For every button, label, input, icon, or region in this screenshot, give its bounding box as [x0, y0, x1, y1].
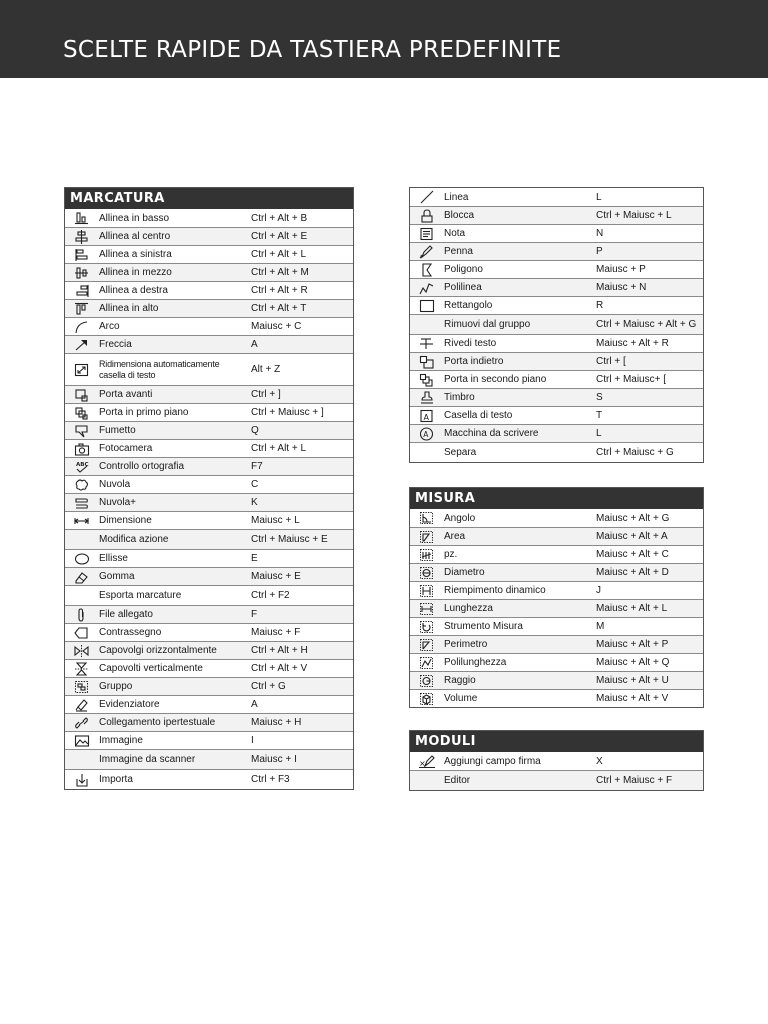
- shortcut-label: Separa: [444, 447, 477, 458]
- table-row: [65, 209, 353, 227]
- shortcut-label: Modifica azione: [99, 534, 169, 545]
- align-bottom-icon: [65, 209, 99, 227]
- table-row: [65, 769, 353, 789]
- shortcut-label: Immagine da scanner: [99, 754, 196, 765]
- send-backward-icon: [410, 353, 444, 370]
- table-row: [65, 421, 353, 439]
- stamp-icon: [410, 389, 444, 406]
- icon-cell: [65, 750, 99, 769]
- table-row: [65, 457, 353, 475]
- table-row: [65, 641, 353, 659]
- icon-cell: [65, 530, 99, 549]
- shortcut-label: Riempimento dinamico: [444, 585, 546, 596]
- radius-icon: [410, 672, 444, 689]
- typewriter-icon: [410, 425, 444, 442]
- count-icon: [410, 546, 444, 563]
- autosize-textbox-icon: [65, 354, 99, 385]
- shortcut-label: Porta avanti: [99, 389, 153, 400]
- note-icon: [410, 225, 444, 242]
- shortcut-key: Ctrl + Alt + E: [251, 231, 308, 242]
- shortcut-label: Casella di testo: [444, 410, 513, 421]
- area-icon: [410, 528, 444, 545]
- shortcut-key: Maiusc + H: [251, 717, 302, 728]
- hyperlink-icon: [65, 714, 99, 731]
- flag-icon: [65, 624, 99, 641]
- header-banner: [0, 0, 768, 78]
- marcatura-table: [64, 187, 354, 790]
- table-row: [410, 388, 703, 406]
- table-row: [410, 260, 703, 278]
- shortcut-label: Polilunghezza: [444, 657, 507, 668]
- shortcut-key: Ctrl + Alt + H: [251, 645, 308, 656]
- shortcut-key: Maiusc + L: [251, 515, 300, 526]
- shortcut-label: Allinea al centro: [99, 231, 171, 242]
- shortcut-key: Maiusc + P: [596, 264, 646, 275]
- arrow-icon: [65, 336, 99, 353]
- table-row: [65, 317, 353, 335]
- shortcut-key: F: [251, 609, 258, 620]
- shortcut-label: Porta in secondo piano: [444, 374, 547, 385]
- table-row: [65, 695, 353, 713]
- shortcut-label: Allinea in mezzo: [99, 267, 172, 278]
- marcatura-header: MARCATURA: [65, 188, 353, 209]
- table-row: [65, 299, 353, 317]
- shortcut-label: Contrassegno: [99, 627, 162, 638]
- table-row: [410, 671, 703, 689]
- table-row: [65, 227, 353, 245]
- shortcut-label: Polilinea: [444, 282, 482, 293]
- table-row: [65, 529, 353, 549]
- diameter-icon: [410, 564, 444, 581]
- shortcut-label: Blocca: [444, 210, 475, 221]
- shortcut-label: Poligono: [444, 264, 483, 275]
- polylength-icon: [410, 654, 444, 671]
- shortcut-key: A: [251, 699, 258, 710]
- icon-cell: [410, 443, 444, 462]
- shortcut-label: Ellisse: [99, 553, 128, 564]
- icon-cell: [65, 586, 99, 605]
- table-row: [65, 659, 353, 677]
- shortcut-label: Nota: [444, 228, 466, 239]
- svg-text:A: A: [423, 429, 429, 439]
- shortcut-key: Ctrl + Maiusc + L: [596, 210, 672, 221]
- align-right-icon: [65, 282, 99, 299]
- shortcut-label: Capovolti verticalmente: [99, 663, 203, 674]
- cloud-icon: [65, 476, 99, 493]
- shortcut-label: Allinea in alto: [99, 303, 159, 314]
- shortcut-key: Maiusc + I: [251, 754, 297, 765]
- table-row: [410, 224, 703, 242]
- shortcut-label: Diametro: [444, 567, 485, 578]
- align-top-icon: [65, 300, 99, 317]
- shortcut-key: Maiusc + Alt + L: [596, 603, 668, 614]
- shortcut-key: N: [596, 228, 604, 239]
- dimension-icon: [65, 512, 99, 529]
- table-row: [65, 549, 353, 567]
- shortcut-key: T: [596, 410, 603, 421]
- table-row: [410, 278, 703, 296]
- shortcut-label: Editor: [444, 775, 471, 786]
- shortcut-key: Ctrl + Alt + B: [251, 212, 308, 224]
- table-row: [65, 403, 353, 421]
- volume-icon: [410, 690, 444, 707]
- dynamic-fill-icon: [410, 582, 444, 599]
- angle-icon: [410, 509, 444, 527]
- shortcut-key: L: [596, 428, 602, 439]
- shortcut-label: Rivedi testo: [444, 338, 497, 349]
- shortcut-label: Collegamento ipertestuale: [99, 717, 216, 728]
- shortcut-key: Maiusc + Alt + A: [596, 531, 668, 542]
- shortcut-key: Ctrl + Alt + M: [251, 267, 309, 278]
- shortcut-label: Area: [444, 531, 466, 542]
- shortcut-label: Nuvola: [99, 479, 131, 490]
- send-to-back-icon: [410, 371, 444, 388]
- icon-cell: [410, 315, 444, 334]
- polygon-icon: [410, 261, 444, 278]
- image-icon: [65, 732, 99, 749]
- shortcut-label: Immagine: [99, 735, 143, 746]
- shortcut-key: Ctrl + F2: [251, 590, 290, 601]
- shortcut-key: M: [596, 621, 605, 632]
- shortcut-key: C: [251, 479, 259, 490]
- table-row: [410, 188, 703, 206]
- shortcut-label: Rettangolo: [444, 300, 493, 311]
- misura-header: MISURA: [410, 488, 703, 509]
- shortcut-key: Maiusc + E: [251, 571, 301, 582]
- bring-forward-icon: [65, 386, 99, 403]
- shortcut-key: I: [251, 735, 254, 746]
- shortcut-key: Maiusc + Alt + D: [596, 567, 669, 578]
- shortcut-label: Capovolgi orizzontalmente: [99, 645, 217, 656]
- shortcut-key: K: [251, 497, 258, 508]
- shortcut-label: Porta in primo piano: [99, 407, 189, 418]
- table-row: [410, 314, 703, 334]
- shortcut-key: X: [596, 755, 603, 767]
- shortcut-key: Alt + Z: [251, 364, 281, 375]
- shortcut-key: E: [251, 553, 258, 564]
- table-row: [65, 713, 353, 731]
- shortcut-key: Maiusc + C: [251, 321, 302, 332]
- table-row: [410, 752, 703, 770]
- shortcut-key: Maiusc + Alt + R: [596, 338, 669, 349]
- flip-vertical-icon: [65, 660, 99, 677]
- shortcut-label: Gomma: [99, 571, 135, 582]
- shortcut-label: Macchina da scrivere: [444, 428, 539, 439]
- table-row: [410, 635, 703, 653]
- table-row: [410, 334, 703, 352]
- shortcut-label: Fumetto: [99, 425, 136, 436]
- table-row: [410, 424, 703, 442]
- cloud-plus-icon: [65, 494, 99, 511]
- shortcut-key: Ctrl + Alt + L: [251, 443, 307, 454]
- shortcut-label: Aggiungi campo firma: [444, 755, 541, 767]
- shortcut-key: Ctrl + Alt + T: [251, 303, 307, 314]
- shortcut-key: S: [596, 392, 603, 403]
- shortcut-label: Freccia: [99, 339, 132, 350]
- shortcut-label: Volume: [444, 693, 478, 704]
- tools-table: [409, 187, 704, 463]
- table-row: [410, 206, 703, 224]
- line-icon: [410, 188, 444, 206]
- table-row: [410, 599, 703, 617]
- spell-check-icon: [65, 458, 99, 475]
- align-center-icon: [65, 228, 99, 245]
- shortcut-label: Controllo ortografia: [99, 461, 185, 472]
- shortcut-key: Maiusc + Alt + V: [596, 693, 669, 704]
- table-row: [410, 563, 703, 581]
- shortcut-label: Esporta marcature: [99, 590, 182, 601]
- align-left-icon: [65, 246, 99, 263]
- revise-text-icon: [410, 335, 444, 352]
- shortcut-label: Allinea in basso: [99, 212, 170, 224]
- shortcut-label: Fotocamera: [99, 443, 153, 454]
- shortcut-label: Porta indietro: [444, 356, 504, 367]
- import-icon: [65, 770, 99, 789]
- table-row: [65, 439, 353, 457]
- shortcut-key: Ctrl + G: [251, 681, 286, 692]
- shortcut-label: Arco: [99, 321, 120, 332]
- table-row: [65, 385, 353, 403]
- table-row: [65, 475, 353, 493]
- svg-text:ABC: ABC: [76, 461, 89, 468]
- shortcut-key: Ctrl + Maiusc+ [: [596, 374, 667, 385]
- misura-table: [409, 487, 704, 708]
- shortcut-key: Maiusc + Alt + Q: [596, 657, 670, 668]
- table-row: [410, 581, 703, 599]
- table-row: [65, 511, 353, 529]
- measure-tool-icon: [410, 618, 444, 635]
- shortcut-key: Ctrl + [: [596, 356, 626, 367]
- shortcut-label: Linea: [444, 191, 469, 203]
- highlighter-icon: [65, 696, 99, 713]
- shortcut-label: File allegato: [99, 609, 153, 620]
- table-row: [410, 545, 703, 563]
- shortcut-key: Ctrl + Alt + V: [251, 663, 308, 674]
- shortcut-key: Ctrl + ]: [251, 389, 281, 400]
- shortcut-key: Maiusc + Alt + G: [596, 512, 670, 524]
- shortcut-key: Ctrl + Alt + L: [251, 249, 307, 260]
- shortcut-key: J: [596, 585, 601, 596]
- table-row: [65, 677, 353, 695]
- shortcut-key: Maiusc + F: [251, 627, 301, 638]
- bring-to-front-icon: [65, 404, 99, 421]
- pen-icon: [410, 243, 444, 260]
- shortcut-key: Maiusc + Alt + P: [596, 639, 669, 650]
- table-row: [65, 353, 353, 385]
- shortcut-label: Raggio: [444, 675, 476, 686]
- shortcut-label: Strumento Misura: [444, 621, 523, 632]
- text-box-icon: [410, 407, 444, 424]
- paperclip-icon: [65, 606, 99, 623]
- callout-icon: [65, 422, 99, 439]
- table-row: [410, 509, 703, 527]
- table-row: [410, 653, 703, 671]
- arc-icon: [65, 318, 99, 335]
- table-row: [410, 406, 703, 424]
- shortcut-label: Angolo: [444, 512, 476, 524]
- table-row: [65, 245, 353, 263]
- shortcut-key: Q: [251, 425, 259, 436]
- flip-horizontal-icon: [65, 642, 99, 659]
- table-row: [410, 296, 703, 314]
- shortcut-key: Maiusc + Alt + C: [596, 549, 669, 560]
- icon-cell: [410, 771, 444, 790]
- table-row: [65, 623, 353, 641]
- table-row: [410, 370, 703, 388]
- shortcut-key: Ctrl + Maiusc + F: [596, 775, 673, 786]
- shortcut-key: L: [596, 191, 602, 203]
- shortcut-label: Timbro: [444, 392, 475, 403]
- polyline-icon: [410, 279, 444, 296]
- shortcut-label: pz.: [444, 549, 458, 560]
- shortcut-label: Penna: [444, 246, 473, 257]
- table-row: [410, 617, 703, 635]
- table-row: [410, 770, 703, 790]
- page-title: SCELTE RAPIDE DA TASTIERA PREDEFINITE: [63, 37, 562, 63]
- shortcut-key: Maiusc + Alt + U: [596, 675, 669, 686]
- moduli-header: MODULI: [410, 731, 703, 752]
- shortcut-key: Ctrl + Maiusc + G: [596, 447, 674, 458]
- rectangle-icon: [410, 297, 444, 314]
- shortcut-key: A: [251, 339, 258, 350]
- shortcut-key: F7: [251, 461, 263, 472]
- shortcut-key: R: [596, 300, 604, 311]
- shortcut-key: Ctrl + Alt + R: [251, 285, 308, 296]
- shortcut-label: Allinea a destra: [99, 285, 168, 296]
- shortcut-key: Ctrl + Maiusc + Alt + G: [596, 319, 697, 330]
- perimeter-icon: [410, 636, 444, 653]
- shortcut-label: Nuvola+: [99, 497, 136, 508]
- shortcut-label: Rimuovi dal gruppo: [444, 319, 531, 330]
- shortcut-key: Maiusc + N: [596, 282, 647, 293]
- table-row: [65, 567, 353, 585]
- table-row: [65, 263, 353, 281]
- shortcut-label: Evidenziatore: [99, 699, 160, 710]
- lock-icon: [410, 207, 444, 224]
- svg-text:A: A: [423, 412, 429, 422]
- shortcut-key: P: [596, 246, 603, 257]
- shortcut-label: Allinea a sinistra: [99, 249, 172, 260]
- table-row: [65, 281, 353, 299]
- shortcut-label: Lunghezza: [444, 603, 493, 614]
- shortcut-label: Importa: [99, 774, 133, 785]
- moduli-table: [409, 730, 704, 791]
- shortcut-label: Gruppo: [99, 681, 133, 692]
- svg-text:×: ×: [419, 759, 426, 768]
- table-row: [410, 242, 703, 260]
- table-row: [65, 749, 353, 769]
- table-row: [410, 689, 703, 707]
- table-row: [65, 605, 353, 623]
- shortcut-key: Ctrl + Maiusc + E: [251, 534, 328, 545]
- table-row: [65, 585, 353, 605]
- table-row: [410, 352, 703, 370]
- shortcut-key: Ctrl + Maiusc + ]: [251, 407, 324, 418]
- table-row: [410, 527, 703, 545]
- signature-field-icon: [410, 752, 444, 770]
- shortcut-label: Dimensione: [99, 515, 152, 526]
- table-row: [410, 442, 703, 462]
- table-row: [65, 493, 353, 511]
- camera-icon: [65, 440, 99, 457]
- shortcut-label: Ridimensiona automaticamente casella di testo: [99, 359, 220, 380]
- eraser-icon: [65, 568, 99, 585]
- table-row: [65, 731, 353, 749]
- group-icon: [65, 678, 99, 695]
- table-row: [65, 335, 353, 353]
- ellipse-icon: [65, 550, 99, 567]
- length-icon: [410, 600, 444, 617]
- shortcut-key: Ctrl + F3: [251, 774, 290, 785]
- align-middle-icon: [65, 264, 99, 281]
- shortcut-label: Perimetro: [444, 639, 488, 650]
